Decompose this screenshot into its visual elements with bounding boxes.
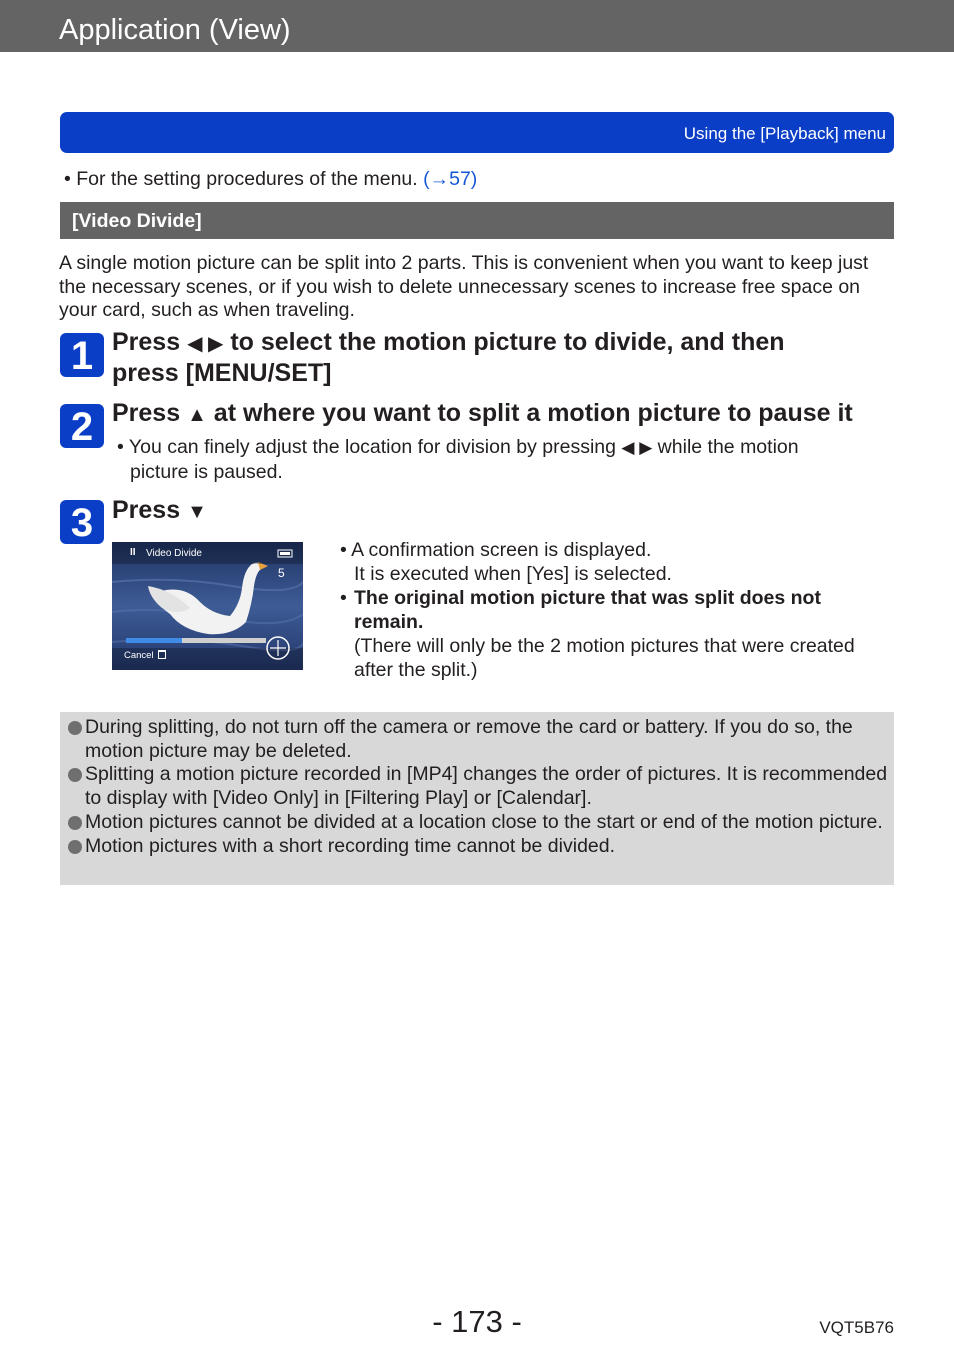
list-item bbox=[68, 763, 890, 810]
note-text: Splitting a motion picture recorded in [MP4] changes the order of pictures. It is recommended to display with [Video Only] in [Filtering Play] or [Calendar]. bbox=[85, 763, 888, 810]
menu-item-title: [Video Divide] bbox=[72, 210, 202, 232]
step-2-bullet-line-2: picture is paused. bbox=[130, 461, 283, 483]
procedure-note-text: • For the setting procedures of the menu. bbox=[64, 168, 424, 190]
step-1-title bbox=[112, 328, 902, 388]
step-3-bullet-2-bold-cont: remain. bbox=[354, 611, 424, 633]
bullet-dot-icon bbox=[68, 768, 82, 782]
step-3-bullet-2-bold: The original motion picture that was split does not bbox=[354, 587, 821, 609]
step-3-title bbox=[112, 496, 207, 527]
notes-list bbox=[68, 716, 890, 858]
step-1-press-text: Press bbox=[112, 328, 188, 356]
step-3-bullets bbox=[340, 538, 900, 682]
section-label: Using the [Playback] menu bbox=[683, 124, 886, 143]
list-item bbox=[68, 811, 890, 835]
screen-title: Video Divide bbox=[146, 548, 202, 559]
step-2-press-text: Press bbox=[112, 399, 188, 427]
camera-screen-illustration bbox=[112, 542, 303, 670]
note-text: Motion pictures cannot be divided at a location close to the start or end of the motion picture. bbox=[85, 810, 883, 833]
document-code: VQT5B76 bbox=[819, 1318, 894, 1337]
step-2-badge: 2 bbox=[60, 404, 104, 448]
step-3-bullet-1-cont: It is executed when [Yes] is selected. bbox=[354, 563, 672, 585]
intro-paragraph: A single motion picture can be split into 2 parts. This is convenient when you want to keep just the necessary scenes, or if you wish to delete unnecessary scenes to increase free space on your card, such as when traveling. bbox=[59, 252, 869, 321]
down-arrow-icon: ▼ bbox=[187, 501, 207, 523]
procedure-note bbox=[64, 168, 477, 191]
page-number: - 173 - bbox=[432, 1304, 522, 1339]
trash-icon bbox=[158, 650, 166, 659]
screen-cancel-label: Cancel bbox=[124, 650, 154, 661]
step-2-title-rest: at where you want to split a motion picture to pause it bbox=[206, 399, 853, 427]
step-2-bullet-line-1 bbox=[117, 435, 897, 460]
left-right-arrow-icon: ◀ ▶ bbox=[187, 333, 224, 355]
note-text: Motion pictures with a short recording time cannot be divided. bbox=[85, 834, 616, 857]
step-3-bullet-2-paren: (There will only be the 2 motion pictures that were created bbox=[354, 635, 855, 657]
pause-icon: II bbox=[130, 547, 136, 558]
step-1-badge: 1 bbox=[60, 333, 104, 377]
step-1-title-rest: to select the motion picture to divide, and then bbox=[223, 328, 785, 356]
chapter-title: Application (View) bbox=[59, 14, 291, 46]
bullet-dot-icon bbox=[68, 840, 82, 854]
screen-step-number: 5 bbox=[278, 566, 285, 580]
note-text: During splitting, do not turn off the camera or remove the card or battery. If you do so, the motion picture may be deleted. bbox=[85, 716, 853, 762]
list-item bbox=[68, 716, 890, 763]
step-3-bullet-1: • A confirmation screen is displayed. bbox=[340, 539, 652, 561]
step-2-bullet bbox=[117, 435, 897, 484]
section-bar bbox=[60, 112, 894, 153]
step-1-title-line-1 bbox=[112, 328, 902, 359]
step-3-badge: 3 bbox=[60, 500, 104, 544]
notes-box bbox=[60, 712, 894, 885]
left-right-arrow-icon: ◀ ▶ bbox=[621, 438, 653, 457]
step-3-press-text: Press bbox=[112, 496, 188, 524]
top-header-band bbox=[0, 0, 954, 52]
menu-item-header bbox=[60, 202, 894, 239]
step-2-bullet-text: • You can finely adjust the location for division by pressing bbox=[117, 436, 622, 458]
up-arrow-icon: ▲ bbox=[187, 404, 207, 426]
step-3-bullet-2 bbox=[340, 586, 900, 610]
step-2-bullet-rest: while the motion bbox=[652, 436, 799, 458]
list-item bbox=[68, 835, 890, 859]
step-2-title bbox=[112, 399, 912, 430]
step-3-bullet-2-paren-cont: after the split.) bbox=[354, 659, 478, 681]
step-1-title-line-2: press [MENU/SET] bbox=[112, 359, 332, 387]
page-reference-link[interactable]: (→57) bbox=[423, 168, 478, 190]
bullet-dot-icon bbox=[68, 721, 82, 735]
bullet-dot-icon bbox=[68, 816, 82, 830]
step-3-bullet-2-mark: • bbox=[340, 587, 347, 609]
